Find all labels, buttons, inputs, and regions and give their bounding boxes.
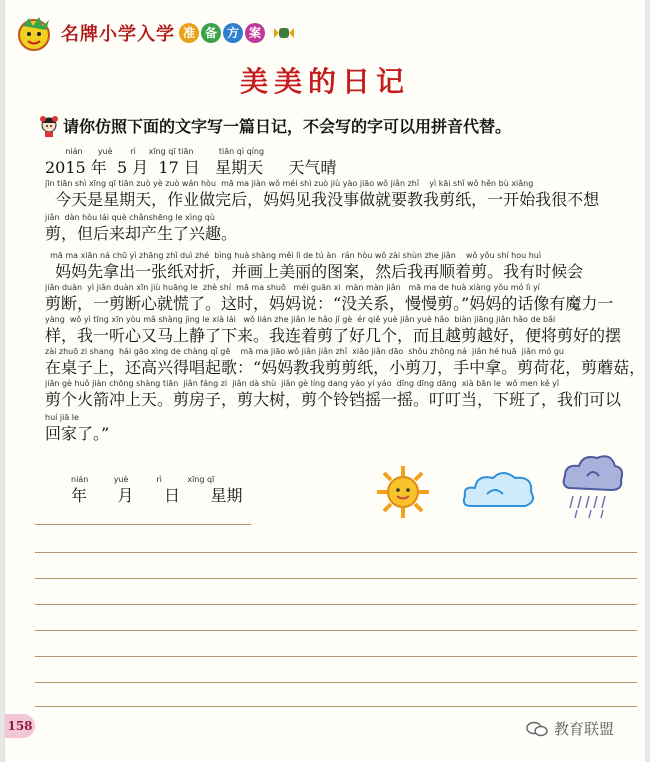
pinyin-line: jiǎn dàn hòu lái què chǎnshēng le xìng qù [45, 213, 215, 222]
diary-line [45, 250, 625, 283]
pinyin-line: yàng wǒ yì tīng xīn yòu mǎ shàng jìng le xià lái wǒ lián zhe jiǎn le hǎo jǐ gè ér qiě yuè jiǎn yuè hǎo biàn jiāng jiǎn hǎo de bǎi [45, 315, 556, 324]
blank-date-text: 年 月 日 星期 [71, 486, 243, 505]
diary-line [45, 378, 625, 411]
pinyin-line: jīn tiān shì xīng qī tiān zuò yè zuò wán hòu mā ma jiàn wǒ méi shì zuò jiù yào jiāo wǒ jiǎn zhǐ yì kāi shǐ wǒ hěn bù xiǎng [45, 179, 534, 188]
pinyin-line: zài zhuō zi shang hái gāo xìng de chàng qǐ gē mā ma jiāo wǒ jiǎn jiǎn zhǐ xiǎo jiǎn dāo shǒu zhōng ná jiǎn hé huā jiǎn mó gu [45, 347, 564, 356]
candy-icon [273, 24, 295, 42]
pinyin-line: mā ma xiān ná chū yì zhāng zhǐ duì zhé bìng huà shàng měi lì de tú àn rán hòu wǒ zài shùn zhe jiǎn wǒ yǒu shí hou huì [45, 251, 542, 260]
writing-line[interactable] [35, 706, 637, 707]
instruction [39, 114, 511, 137]
writing-line[interactable] [35, 524, 251, 525]
writing-line[interactable] [35, 604, 637, 605]
page-number: 158 [5, 714, 35, 738]
text-line: 剪个火箭冲上天。剪房子，剪大树，剪个铃铛摇一摇。叮叮当，下班了，我们可以 [45, 390, 622, 409]
girl-icon [39, 115, 59, 137]
pinyin-line: jiǎn duàn yì jiǎn duàn xīn jiù huāng le zhè shí mā ma shuō méi guān xi màn màn jiǎn mā ma de huà xiàng yǒu mó lì yí [45, 283, 540, 292]
rain-cloud-icon [561, 452, 625, 526]
writing-line[interactable] [35, 682, 637, 683]
text-line: 在桌子上，还高兴得唱起歌：“妈妈教我剪剪纸，小剪刀，手中拿。剪荷花，剪蘑菇， [45, 358, 646, 377]
workbook-page [4, 0, 645, 762]
text-line: 样，我一听心又马上静了下来。我连着剪了好几个，而且越剪越好，便将剪好的摆 [45, 326, 622, 345]
diary-date-line [45, 146, 625, 179]
pinyin-line: nián yuè rì xīng qī [71, 475, 215, 484]
pinyin-line: jiǎn gè huǒ jiàn chōng shàng tiān jiǎn fáng zi jiǎn dà shù jiǎn gè líng dang yáo yi yáo dīng dīng dāng xià bān le wǒ men kě yǐ [45, 379, 560, 388]
text-line: 剪，但后来却产生了兴趣。 [45, 224, 238, 243]
watermark [526, 718, 614, 739]
writing-line[interactable] [35, 656, 637, 657]
writing-line[interactable] [35, 578, 637, 579]
page-title: 美美的日记 [239, 65, 410, 98]
text-line: 剪断，一剪断心就慌了。这时，妈妈说：“没关系，慢慢剪。”妈妈的话像有魔力一 [45, 294, 614, 313]
tag-char: 方 [223, 23, 243, 43]
text-line: 妈妈先拿出一张纸对折，并画上美丽的图案，然后我再顺着剪。我有时候会 [45, 262, 584, 281]
pinyin-line: huí jiā le [45, 413, 79, 422]
blank-date-line [71, 474, 243, 507]
diary-line [45, 178, 625, 211]
tag-char: 案 [245, 23, 265, 43]
cloud-icon [461, 466, 537, 516]
diary-line [45, 282, 625, 315]
date-text: 2015 年 5 月 17 日 星期天 天气晴 [45, 158, 337, 177]
writing-line[interactable] [35, 630, 637, 631]
prep-plan-tag [179, 23, 267, 43]
series-title: 名牌小学入学 [61, 24, 175, 45]
diary-line [45, 212, 625, 245]
tag-char: 准 [179, 23, 199, 43]
text-line: 回家了。” [45, 424, 110, 443]
instruction-text: 请你仿照下面的文字写一篇日记，不会写的字可以用拼音代替。 [63, 117, 512, 136]
wechat-icon [526, 721, 548, 737]
writing-line[interactable] [35, 552, 637, 553]
text-line: 今天是星期天，作业做完后，妈妈见我没事做就要教我剪纸，一开始我很不想 [45, 190, 600, 209]
diary-line [45, 346, 646, 379]
pinyin-line: nián yuè rì xīng qī tiān tiān qì qíng [45, 147, 265, 156]
tag-char: 备 [201, 23, 221, 43]
sun-icon [375, 464, 431, 524]
watermark-text: 教育联盟 [554, 720, 615, 738]
mascot-logo-icon [15, 14, 53, 52]
diary-line [45, 412, 625, 445]
diary-line [45, 314, 625, 347]
header [15, 14, 295, 52]
